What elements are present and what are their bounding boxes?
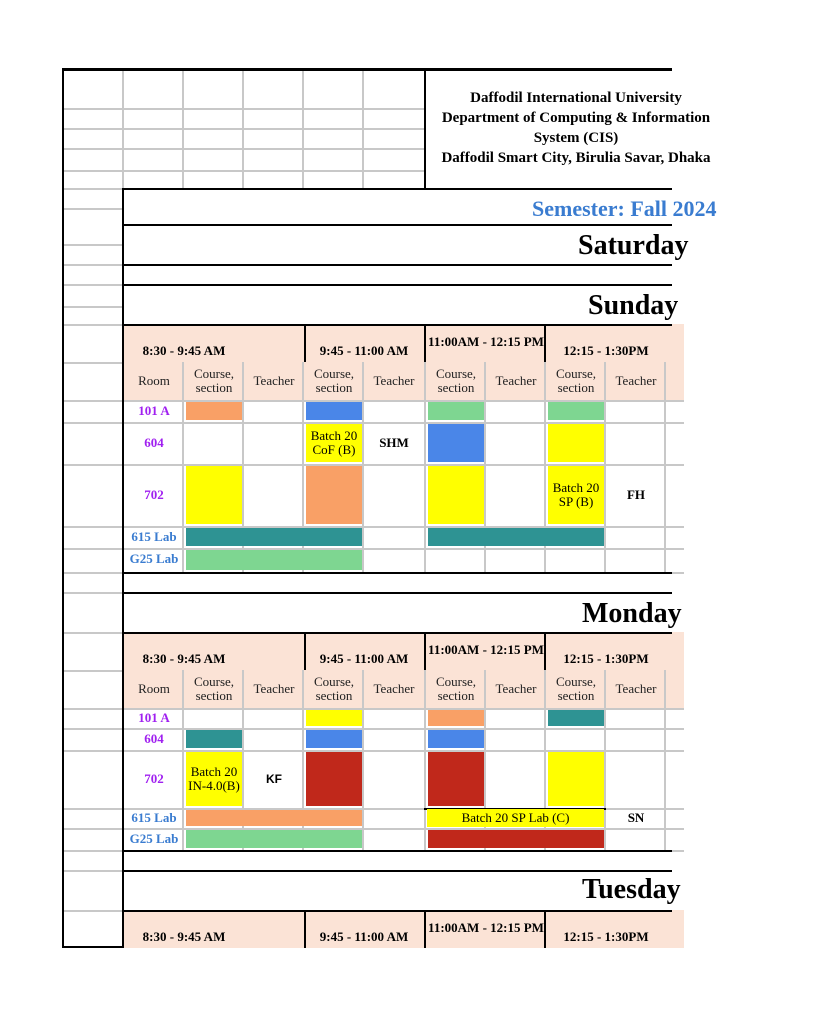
grid-line [62,632,122,634]
col-header-teacher: Teacher [373,681,415,696]
sheet-top-border [62,68,672,71]
col-header-teacher: Teacher [615,373,657,388]
room-label: 604 [144,435,164,450]
time-slot-1: 8:30 - 9:45 AM [142,343,226,358]
col-header-teacher: Teacher [615,681,657,696]
col-header-teacher: Teacher [373,373,415,388]
lab-block [186,550,362,570]
class-block [428,730,484,748]
grid-line [62,324,122,326]
class-block [306,402,362,420]
teacher-code: SHM [379,435,409,450]
class-slot: Batch 20 SP Lab (C) [427,809,604,827]
department-name-cont: System (CIS) [533,130,619,146]
lab-block [186,528,362,546]
rule-line [122,264,672,266]
time-slot-4: 12:15 - 1:30PM [563,343,649,358]
room-label: G25 Lab [129,831,179,846]
grid-line [182,68,184,188]
col-header-teacher: Teacher [253,373,295,388]
class-slot: Batch 20 SP (B) [548,466,604,524]
teacher-code: SN [627,810,645,825]
grid-line [62,422,122,424]
grid-line [62,572,122,574]
institution-header [426,88,726,168]
grid-line [62,910,122,912]
rule-line [122,870,672,872]
grid-line [62,362,122,364]
time-slot-1: 8:30 - 9:45 AM [142,651,226,666]
time-slot-3: 11:00AM - 12:15 PM [428,334,544,349]
sheet-bottom-border [62,946,124,948]
day-title-monday: Monday [582,598,682,629]
rule-line [122,592,672,594]
class-block [306,466,362,524]
time-slot-4: 12:15 - 1:30PM [563,929,649,944]
lab-block [186,830,362,848]
grid-line [62,870,122,872]
grid-line [362,68,364,188]
time-slot-4: 12:15 - 1:30PM [563,651,649,666]
room-label: 101 A [138,710,170,725]
col-header-course: Course, section [193,366,235,395]
grid-line [62,728,122,730]
department-name: Department of Computing & Information [441,110,711,126]
day-title-tuesday: Tuesday [582,874,681,905]
lab-block [428,830,604,848]
col-header-room: Room [138,681,170,696]
university-name: Daffodil International University [470,90,682,106]
grid-line [62,264,122,266]
time-slot-3: 11:00AM - 12:15 PM [428,920,544,935]
col-header-course: Course, section [555,674,597,703]
room-label: 702 [144,771,164,786]
grid-line [62,670,122,672]
grid-line [62,548,122,550]
grid-line [62,592,122,594]
grid-line [62,808,122,810]
grid-line [62,284,122,286]
room-label: 615 Lab [131,529,177,544]
col-header-course: Course, section [193,674,235,703]
grid-line [62,828,122,830]
grid-line [62,526,122,528]
class-block [548,752,604,806]
routine-sheet [62,68,822,948]
class-block [186,730,242,748]
teacher-code: KF [266,772,282,786]
col-header-room: Room [138,373,170,388]
col-header-course: Course, section [313,366,355,395]
class-block [428,466,484,524]
time-slot-2: 9:45 - 11:00 AM [319,343,409,358]
time-slot-2: 9:45 - 11:00 AM [319,651,409,666]
sheet-left-border [62,68,64,948]
grid-line [62,400,122,402]
col-header-teacher: Teacher [495,681,537,696]
grid-line [62,306,122,308]
rule-line [122,850,672,852]
class-block [306,752,362,806]
lab-block [186,810,362,826]
rule-line [122,284,672,286]
grid-line [242,68,244,188]
class-block [306,710,362,726]
campus-address: Daffodil Smart City, Birulia Savar, Dhaka [441,150,711,166]
teacher-code: FH [626,487,646,502]
class-block [428,424,484,462]
grid-line [62,750,122,752]
grid-line [62,850,122,852]
rule-line [122,224,672,226]
lab-block [428,528,604,546]
time-slot-3: 11:00AM - 12:15 PM [428,642,544,657]
time-slot-1: 8:30 - 9:45 AM [142,929,226,944]
class-block [306,730,362,748]
room-label: 702 [144,487,164,502]
class-block [548,424,604,462]
day-title-saturday: Saturday [578,230,689,261]
class-slot: Batch 20 CoF (B) [306,424,362,462]
grid-line [62,464,122,466]
room-label: 101 A [138,403,170,418]
col-header-course: Course, section [313,674,355,703]
grid-line [122,68,124,188]
class-block [186,402,242,420]
grid-line [62,708,122,710]
semester-title: Semester: Fall 2024 [532,196,717,221]
class-block [548,402,604,420]
grid-line [302,68,304,188]
col-header-course: Course, section [435,366,477,395]
class-block [428,402,484,420]
class-slot: Batch 20 IN-4.0(B) [186,752,242,806]
class-block [186,466,242,524]
room-label: 604 [144,731,164,746]
time-slot-2: 9:45 - 11:00 AM [319,929,409,944]
rule-line [122,188,672,190]
col-header-teacher: Teacher [495,373,537,388]
room-label: 615 Lab [131,810,177,825]
grid-line [62,208,122,210]
class-block [428,710,484,726]
grid-line [62,244,122,246]
col-header-course: Course, section [435,674,477,703]
class-block [428,752,484,806]
day-title-sunday: Sunday [588,290,679,321]
col-header-course: Course, section [555,366,597,395]
col-header-teacher: Teacher [253,681,295,696]
rule-line [122,572,672,574]
class-block [548,710,604,726]
room-label: G25 Lab [129,551,179,566]
